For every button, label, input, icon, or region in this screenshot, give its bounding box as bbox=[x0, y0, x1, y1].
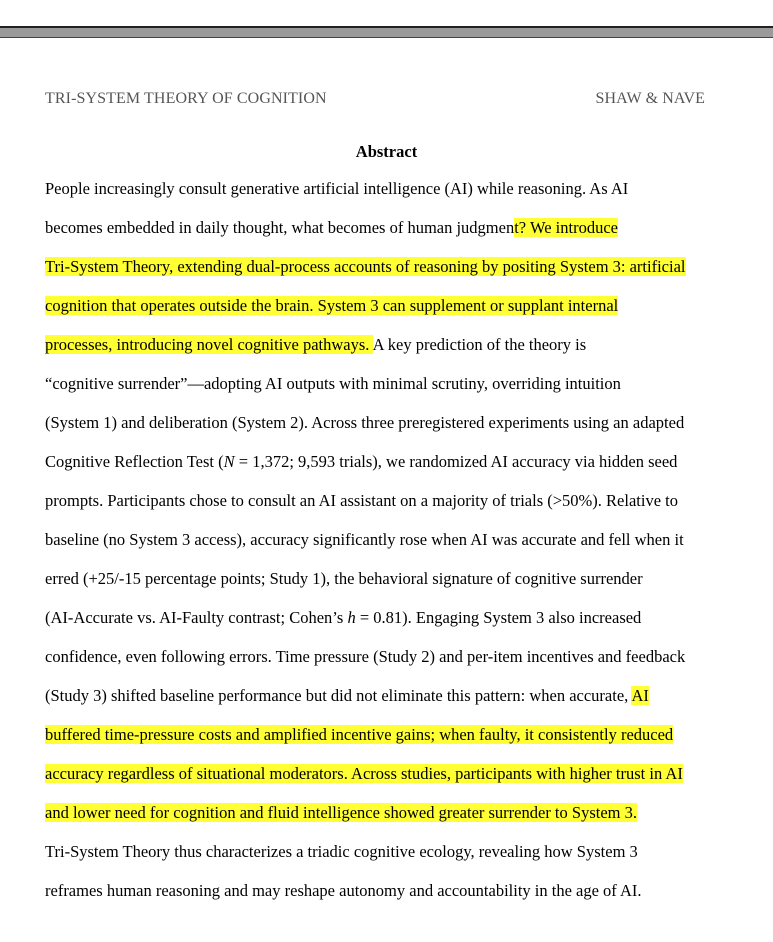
abstract-line bbox=[45, 569, 643, 589]
abstract-line bbox=[45, 803, 637, 823]
highlighted-text: buffered time-pressure costs and amplified incentive gains; when faulty, it consistently reduced bbox=[45, 725, 674, 744]
abstract-line bbox=[45, 491, 678, 511]
page-top-border bbox=[0, 26, 773, 38]
abstract-line bbox=[45, 257, 686, 277]
highlighted-text: Tri-System Theory, extending dual-process accounts of reasoning by positing System 3: artificial bbox=[45, 257, 686, 276]
text-segment: confidence, even following errors. Time pressure (Study 2) and per-item incentives and feedback bbox=[45, 647, 686, 666]
abstract-line bbox=[45, 764, 683, 784]
text-segment: Cognitive Reflection Test ( bbox=[45, 452, 224, 471]
abstract-line bbox=[45, 218, 618, 238]
highlighted-text: and lower need for cognition and fluid intelligence showed greater surrender to System 3. bbox=[45, 803, 637, 822]
text-segment: (Study 3) shifted baseline performance but did not eliminate this pattern: when accurate, bbox=[45, 686, 632, 705]
abstract-line bbox=[45, 647, 685, 667]
running-head bbox=[45, 90, 705, 108]
abstract-line bbox=[45, 179, 628, 199]
text-segment: prompts. Participants chose to consult an AI assistant on a majority of trials (>50%). Relative to bbox=[45, 491, 678, 510]
text-segment: (AI-Accurate vs. AI-Faulty contrast; Cohen’s bbox=[45, 608, 348, 627]
author-names: SHAW & NAVE bbox=[595, 90, 705, 107]
text-segment: baseline (no System 3 access), accuracy significantly rose when AI was accurate and fell when it bbox=[45, 530, 684, 549]
text-segment: Tri-System Theory thus characterizes a triadic cognitive ecology, revealing how System 3 bbox=[45, 842, 638, 861]
text-segment: becomes embedded in daily thought, what becomes of human judgmen bbox=[45, 218, 515, 237]
abstract-line bbox=[45, 296, 618, 316]
running-title: TRI-SYSTEM THEORY OF COGNITION bbox=[45, 90, 327, 107]
text-segment: h bbox=[347, 608, 356, 627]
highlighted-text: cognition that operates outside the brain. System 3 can supplement or supplant internal bbox=[45, 296, 619, 315]
text-segment: = 1,372; 9,593 trials), we randomized AI accuracy via hidden seed bbox=[234, 452, 678, 471]
abstract-line bbox=[45, 335, 586, 355]
abstract-line bbox=[45, 881, 642, 901]
abstract-line bbox=[45, 374, 621, 394]
abstract-line bbox=[45, 452, 677, 472]
text-segment: “cognitive surrender”—adopting AI outputs with minimal scrutiny, overriding intuition bbox=[45, 374, 621, 393]
text-segment: reframes human reasoning and may reshape autonomy and accountability in the age of AI. bbox=[45, 881, 642, 900]
abstract-line bbox=[45, 608, 641, 628]
abstract-heading: Abstract bbox=[355, 142, 418, 161]
highlighted-text: t? We introduce bbox=[514, 218, 618, 237]
abstract-line bbox=[45, 530, 684, 550]
text-segment: erred (+25/-15 percentage points; Study 1), the behavioral signature of cognitive surrender bbox=[45, 569, 643, 588]
abstract-line bbox=[45, 725, 673, 745]
text-segment: (System 1) and deliberation (System 2). Across three preregistered experiments using an adapted bbox=[45, 413, 685, 432]
highlighted-text: AI bbox=[631, 686, 649, 705]
text-segment: = 0.81). Engaging System 3 also increased bbox=[355, 608, 642, 627]
highlighted-text: processes, introducing novel cognitive pathways. bbox=[45, 335, 373, 354]
text-segment: People increasingly consult generative artificial intelligence (AI) while reasoning. As AI bbox=[45, 179, 629, 198]
abstract-line bbox=[45, 686, 649, 706]
text-segment: A key prediction of the theory is bbox=[372, 335, 587, 354]
text-segment: N bbox=[223, 452, 235, 471]
highlighted-text: accuracy regardless of situational moderators. Across studies, participants with higher trust in AI bbox=[45, 764, 683, 783]
abstract-line bbox=[45, 842, 638, 862]
abstract-line bbox=[45, 413, 684, 433]
